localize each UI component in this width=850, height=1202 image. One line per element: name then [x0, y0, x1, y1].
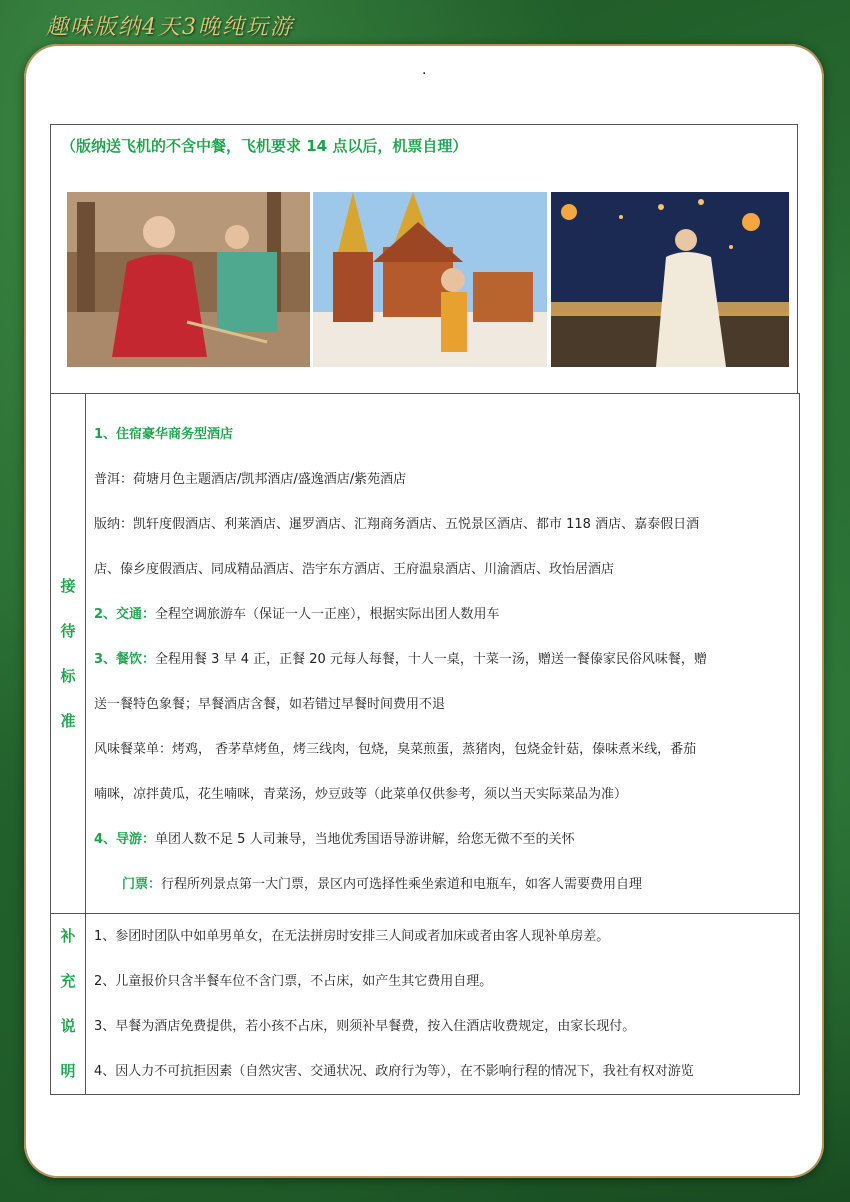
- hotel-puer: 普洱：荷塘月色主题酒店/凯邦酒店/盛逸酒店/紫苑酒店: [94, 472, 407, 487]
- menu-line-1: 风味餐菜单：烤鸡， 香茅草烤鱼，烤三线肉，包烧，臭菜煎蛋，蒸猪肉，包烧金针菇，傣味煮米线，番茄: [94, 742, 697, 757]
- reception-content: [86, 394, 800, 914]
- reception-side-label: 接 待 标 准: [51, 394, 86, 914]
- ticket-line: 门票：行程所列景点第一大门票，景区内可选择性乘坐索道和电瓶车，如客人需要费用自理: [122, 877, 643, 892]
- transport-line: 2、交通：全程空调旅游车（保证一人一正座），根据实际出团人数用车: [94, 607, 500, 622]
- supplement-item: 3、早餐为酒店免费提供，若小孩不占床，则须补早餐费，按入住酒店收费规定，由家长现付。: [94, 1019, 636, 1034]
- hotel-title: 1、住宿豪华商务型酒店: [94, 427, 234, 442]
- supplement-item: 1、参团时团队中如单男单女，在无法拼房时安排三人间或者加床或者由客人现补单房差。: [94, 929, 610, 944]
- photo-dai-weaving: [67, 192, 310, 367]
- reception-row: [51, 394, 800, 914]
- page-dot: .: [422, 62, 427, 78]
- photo-temple: [313, 192, 547, 367]
- menu-line-2: 喃咪，凉拌黄瓜，花生喃咪，青菜汤，炒豆豉等（此菜单仅供参考，须以当天实际菜品为准）: [94, 787, 628, 802]
- photo-lantern-night: [551, 192, 789, 367]
- supplement-side-label: 补 充 说 明: [51, 914, 86, 1095]
- hotel-banna-2: 店、傣乡度假酒店、同成精品酒店、浩宇东方酒店、王府温泉酒店、川渝酒店、玫怡居酒店: [94, 562, 615, 577]
- meals-line-2: 送一餐特色象餐；早餐酒店含餐，如若错过早餐时间费用不退: [94, 697, 446, 712]
- notice-box: [50, 124, 798, 394]
- supplement-row: [51, 914, 800, 1095]
- supplement-content: [86, 914, 800, 1095]
- supplement-item: 2、儿童报价只含半餐车位不含门票，不占床，如产生其它费用自理。: [94, 974, 493, 989]
- notice-text: （版纳送飞机的不含中餐，飞机要求 14 点以后，机票自理）: [61, 137, 468, 155]
- meals-line-1: 3、餐饮：全程用餐 3 早 4 正，正餐 20 元每人每餐，十人一桌，十菜一汤，赠送一餐傣家民俗风味餐，赠: [94, 652, 707, 667]
- brand-title: 趣味版纳4天3晚纯玩游: [46, 15, 294, 40]
- supplement-item: 4、因人力不可抗拒因素（自然灾害、交通状况、政府行为等），在不影响行程的情况下，我社有权对游览: [94, 1064, 694, 1079]
- hotel-banna-1: 版纳：凯轩度假酒店、利莱酒店、暹罗酒店、汇翔商务酒店、五悦景区酒店、都市 118 酒店、嘉泰假日酒: [94, 517, 700, 532]
- info-table: [50, 393, 800, 1095]
- guide-line: 4、导游：单团人数不足 5 人司兼导，当地优秀国语导游讲解，给您无微不至的关怀: [94, 832, 575, 847]
